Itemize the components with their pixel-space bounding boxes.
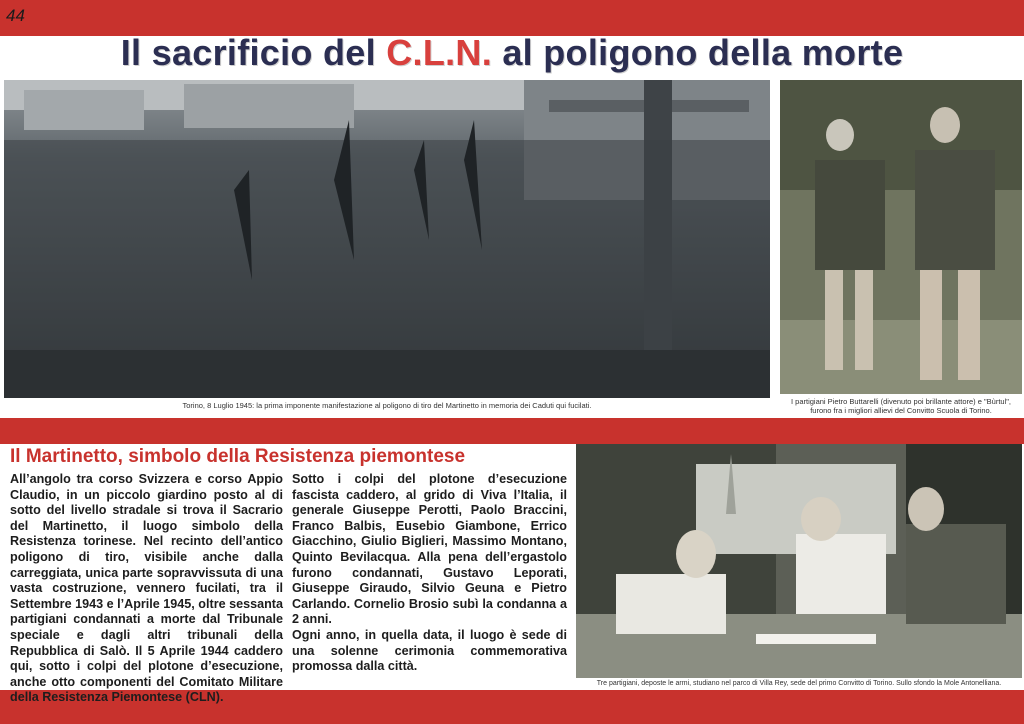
studying-photo: [576, 444, 1022, 678]
article-column-left: All’angolo tra corso Svizzera e corso Appio Claudio, in un piccolo giardino posto al di sotto del livello stradale si trova il Sacrario del Martinetto, il luogo simbolo della Resistenza torinese. Nel recinto dell’antico poligono di tiro, visibile anche dalla carreggiata, unica parte sopravvissuta di una vasta costruzione, vennero fucilati, tra il Settembre 1943 e l’Aprile 1945, oltre sessanta partigiani condannati a morte dal Tribunale speciale e dagli altri tribunali della Repubblica di Salò. Il 5 Aprile 1944 caddero qui, sotto i colpi del plotone d’esecuzione, anche otto componenti del Comitato Militare della Resistenza Piemontese (CLN).: [10, 472, 284, 705]
article-right-paragraph-2: Ogni anno, in quella data, il luogo è sede di una solenne cerimonia commemorativa promossa dalla città.: [292, 627, 567, 674]
article-column-right: [292, 472, 567, 675]
section-heading: Il Martinetto, simbolo della Resistenza piemontese: [10, 446, 466, 467]
title-part-2: al poligono della morte: [492, 32, 904, 73]
title-part-1: Il sacrificio del: [120, 32, 387, 73]
title-accent: C.L.N.: [386, 32, 493, 73]
partisans-photo: [780, 80, 1022, 394]
top-red-band: [0, 0, 1024, 36]
partisans-photo-caption: [780, 397, 1022, 415]
partisans-caption-line-2: furono fra i migliori allievi del Convitto Scuola di Torino.: [810, 406, 992, 415]
partisans-caption-line-1: I partigiani Pietro Buttarelli (divenuto poi brillante attore) e "Bùrtul",: [790, 397, 1012, 406]
studying-photo-caption: Tre partigiani, deposte le armi, studiano nel parco di Villa Rey, sede del primo Convitto di Torino. Sullo sfondo la Mole Antonelliana.: [596, 680, 1002, 687]
middle-red-band: [0, 418, 1024, 444]
crowd-photo: [4, 80, 770, 398]
crowd-photo-caption: Torino, 8 Luglio 1945: la prima imponente manifestazione al poligono di tiro del Martinetto in memoria dei Caduti qui fucilati.: [182, 401, 592, 410]
article-right-paragraph-1: Sotto i colpi del plotone d’esecuzione fascista caddero, al grido di Viva l’Italia, il generale Giuseppe Perotti, Paolo Braccini, Franco Balbis, Eusebio Giambone, Errico Giacchino, Giulio Biglieri, Massimo Montano, Quinto Bevilacqua. Alla pena dell’ergastolo furono condannati, Gustavo Leporati, Giuseppe Giraudo, Silvio Geuna e Pietro Carlando. Cornelio Brosio subì la condanna a 2 anni.: [292, 472, 567, 627]
page-title: [0, 32, 1024, 74]
page-number: 44: [6, 6, 25, 25]
